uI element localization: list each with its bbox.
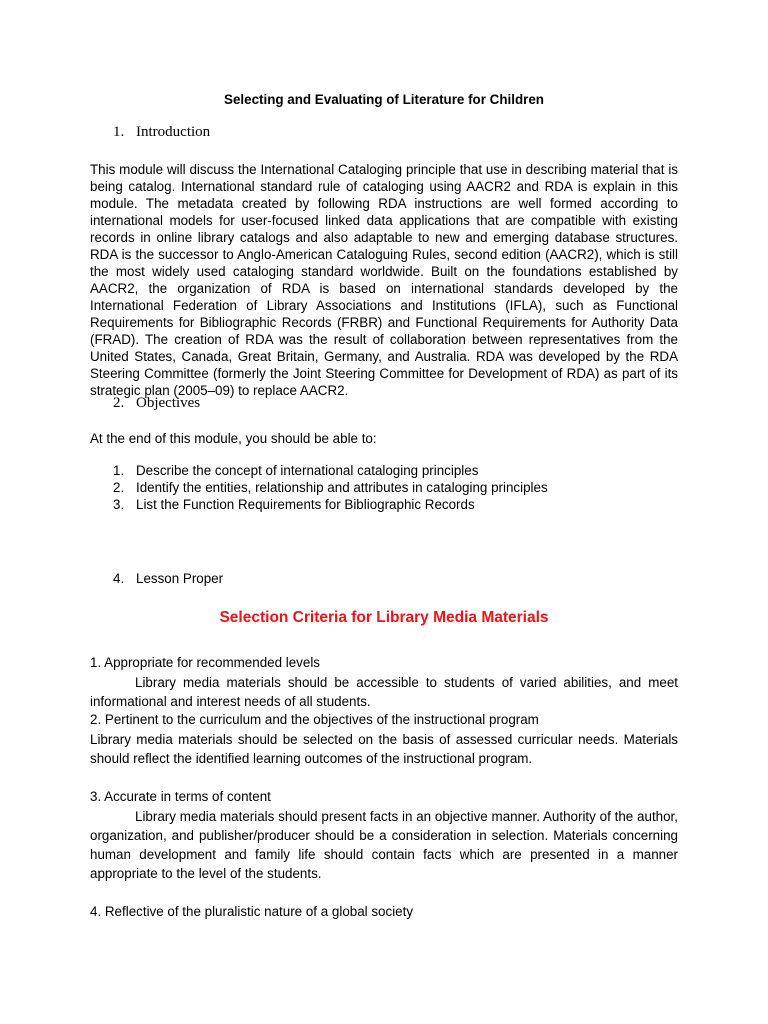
criterion-body: Library media materials should present facts in an objective manner. Authority of the author, organization, and publisher/producer should be a consideration in selection. Materials concerning human development and family life should contain facts which are presented in a manner appropriate to the level of the students. <box>90 809 678 881</box>
criterion-body: Library media materials should be accessible to students of varied abilities, and meet informational and interest needs of all students. <box>90 675 678 709</box>
criterion-heading: 1. Appropriate for recommended levels <box>90 655 320 670</box>
list-text: Lesson Proper <box>136 571 224 586</box>
lesson-proper-heading <box>113 571 223 586</box>
intro-paragraph: This module will discuss the International Cataloging principle that use in describing material that is being catalog. International standard rule of cataloging using AACR2 and RDA is explain in this module. The metadata created by following RDA instructions are well formed according to international models for user-focused linked data applications that are compatible with existing records in online library catalogs and also adaptable to new and emerging database structures. RDA is the successor to Anglo-American Cataloguing Rules, second edition (AACR2), which is still the most widely used cataloging standard worldwide. Built on the foundations established by AACR2, the organization of RDA is based on international standards developed by the International Federation of Library Associations and Institutions (IFLA), such as Functional Requirements for Bibliographic Records (FRBR) and Functional Requirements for Authority Data (FRAD). The creation of RDA was the result of collaboration between representatives from the United States, Canada, Great Britain, Germany, and Australia. RDA was developed by the RDA Steering Committee (formerly the Joint Steering Committee for Development of RDA) as part of its strategic plan (2005–09) to replace AACR2. <box>90 162 678 398</box>
objective-item <box>113 463 478 478</box>
section-heading-introduction <box>113 124 210 141</box>
list-number: 1. <box>113 463 125 478</box>
section-number: 1. <box>113 124 125 140</box>
criterion-body: Library media materials should be selected on the basis of assessed curricular needs. Materials should reflect the identified learning outcomes of the instructional program. <box>90 732 678 766</box>
objectives-intro: At the end of this module, you should be able to: <box>90 431 377 446</box>
list-number: 4. <box>113 571 125 586</box>
list-number: 2. <box>113 480 125 495</box>
criterion-heading: 3. Accurate in terms of content <box>90 789 271 804</box>
section-label: Objectives <box>136 395 201 411</box>
list-number: 3. <box>113 497 125 512</box>
list-text: Identify the entities, relationship and attributes in cataloging principles <box>136 480 548 495</box>
section-heading-objectives <box>113 395 200 412</box>
selection-criteria-heading: Selection Criteria for Library Media Materials <box>219 609 549 626</box>
section-label: Introduction <box>136 124 211 140</box>
section-number: 2. <box>113 395 125 411</box>
criterion-heading: 4. Reflective of the pluralistic nature of a global society <box>90 904 414 919</box>
criterion-heading: 2. Pertinent to the curriculum and the objectives of the instructional program <box>90 712 539 727</box>
list-text: List the Function Requirements for Bibliographic Records <box>136 497 475 512</box>
list-text: Describe the concept of international cataloging principles <box>136 463 479 478</box>
objective-item <box>113 497 475 512</box>
document-title: Selecting and Evaluating of Literature for Children <box>224 92 544 107</box>
objective-item <box>113 480 548 495</box>
